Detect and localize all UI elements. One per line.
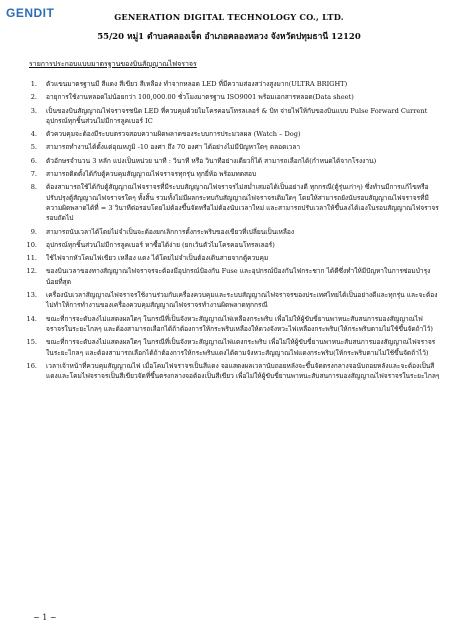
- list-item: [24, 142, 440, 152]
- list-item: [24, 129, 440, 139]
- company-name: GENERATION DIGITAL TECHNOLOGY CO., LTD.: [114, 12, 344, 22]
- item-number: 3.: [30, 106, 37, 115]
- list-item: [24, 79, 440, 89]
- item-number: 8.: [30, 183, 37, 192]
- item-text: ขณะที่การจะดับลงไม่แสดงผลใดๆ ในกรณีที่เป็นจังหวะสัญญาณไฟเหลืองกระพริบ เพื่อไม่ให้ผู้ขับขี่ยานพาหนะสับสนการมองสัญญาณไฟจราจรในระยะไกลๆ และต้องสามารถเลือกได้ถ้าต้องการให้กระพริบเหลืองให้ดวงจังหวะไฟเหลืองกระพริบ(ให้กระพริบตามไม่ใช้ขึ้นจัดถ้าไว้): [46, 314, 433, 333]
- page-number: ~ 1 ~: [33, 613, 57, 622]
- company-address: 55/20 หมู่1 ตำบลคลองเจ็ด อำเภอคลองหลวง จังหวัดปทุมธานี 12120: [97, 32, 361, 42]
- item-number: 2.: [30, 93, 37, 102]
- item-text: ใช้ไฟจากหัวโคมไฟเขียว เหลือง แดง ได้โดยไม่จำเป็นต้องเดินสายจากตู้ควบคุม: [46, 254, 269, 263]
- item-text: อุปกรณ์ทุกชิ้นส่วนไม่มีการลูคเบอร์ หาซื้อได้ง่าย (ยกเว้นตัวไมโครคอนโทรลเลอร์): [46, 240, 275, 249]
- list-item: [24, 169, 440, 179]
- list-item: [24, 290, 440, 311]
- item-text: เป็นของบินสัญญาณไฟจราจรชนิด LED ที่ควบคุมด้วยไมโครคอนโทรลเลอร์ & บิท จ่ายไฟให้กับของบินแบบ Pulse Forward Current อุปกรณ์ทุกชิ้นส่วนไม่มีการลูคเบอร์ IC: [46, 106, 428, 125]
- list-item: [24, 106, 440, 127]
- list-item: [24, 156, 440, 166]
- item-number: 15.: [26, 338, 37, 347]
- item-number: 16.: [26, 361, 37, 370]
- list-item: [24, 314, 440, 335]
- item-number: 7.: [30, 170, 37, 179]
- list-item: [24, 182, 440, 223]
- item-number: 14.: [26, 314, 37, 323]
- item-text: เครื่องนับเวลาสัญญาณไฟจราจรใช้งานร่วมกับเครื่องควบคุมและระบบสัญญาณไฟจราจรของประเทศไทยได้เป็นอย่างดีและทุกรุ่น และจะต้องไม่ทำให้การทำงานของเครื่องควบคุมสัญญาณไฟจราจรทำงานผิดพลาดทุกกรณี: [46, 291, 438, 310]
- section-title: รายการประกอบแบบมาตรฐานของบินสัญญาณไฟจราจร: [29, 60, 197, 68]
- item-text: ตัวแขนมาตรฐานมี สีแดง สีเขียว สีเหลือง ทำจากหลอด LED ที่มีความส่องสว่างสูงมาก(ULTRA BRIGHT): [46, 80, 348, 88]
- item-number: 12.: [26, 267, 37, 276]
- item-text: ตัวควบคุมจะต้องมีระบบตรวจสอบความผิดพลาดของระบบการประมวลผล (Watch – Dog): [46, 130, 301, 139]
- item-text: เวลาเจ้าหน้าที่ควบคุมสัญญาณไฟ เมื่อโคมไฟจราจรเป็นสีแดง จอแสดงผลเวลานับถอยหลังจะขึ้นจัดตรงกลางจอนับถอยหลังและจะต้องเป็นสีแดงและโคมไฟจราจรเป็นสีเขียวจัดที่ขึ้นตรงกลางจอต้องเป็นสีเขียว เพื่อไม่ให้ผู้ขับขี่ยานพาหนะสับสนการมองสัญญาณไฟจราจรในระยะไกลๆ: [46, 361, 440, 381]
- item-number: 13.: [26, 291, 37, 300]
- item-text: ต้องสามารถใช้ได้กับตู้สัญญาณไฟจราจรที่มีระบบสัญญาณไฟจราจรไม่สม่ำเสมอได้เป็นอย่างดี ทุกกรณี(ตู้รุ่นเก่าๆ) ซึ่งทำนมีการแก้ไขหรือปรับปรุงตู้สัญญาณไฟจราจรใดๆ ทั้งสิ้น รวมทั้งไม่มีผลกระทบกับสัญญาณไฟจราจรเดิมใดๆ โดยให้สามารถยังนับรอบสัญญาณไฟจราจรที่มีความผิดพลาดได้ที่ = 3 วินาทีต่อรอบโดยไม่ต้องขึ้นจัดหรือไม่ต้องนับเวลาใหม่ และสามารถปรับเวลาให้ขึ้นลงได้เองในรอบสัญญาณไฟจราจรรอบถัดไป: [46, 183, 439, 223]
- item-text: อายุการใช้งานหลอดไม่น้อยกว่า 100,000.00 ชั่วโมงมาตรฐาน ISO9001 พร้อมเอกสารหลอด(Data sheet): [46, 93, 354, 102]
- spec-list: [24, 79, 440, 384]
- item-text: สามารถทำงานได้ตั้งแต่อุณหภูมิ -10 องศา ถึง 70 องศา ได้อย่างไม่มีปัญหาใดๆ ตลอดเวลา: [46, 143, 301, 152]
- item-number: 10.: [26, 240, 37, 249]
- list-item: [24, 361, 440, 382]
- item-text: สามารถติดตั้งได้กับตู้ควบคุมสัญญาณไฟจราจรทุกรุ่น ทุกยี่ห้อ พร้อมทดสอบ: [46, 170, 257, 179]
- item-number: 5.: [30, 143, 37, 152]
- item-text: ตัวอักษรจำนวน 3 หลัก แบ่งเป็นหน่วย นาที : วินาที หรือ วินาทีอย่างเดียวก็ได้ สามารถเลือกได้(กำหนดได้จากโรงงาน): [46, 156, 377, 165]
- item-number: 9.: [30, 227, 37, 236]
- list-item: [24, 92, 440, 102]
- item-text: สามารถนับเวลาได้โดยไม่จำเป็นจะต้องยกเลิกการตั้งกระพริบของเขียวที่เปลี่ยนเป็นเหลือง: [46, 227, 295, 236]
- item-number: 11.: [26, 254, 37, 263]
- item-number: 6.: [30, 156, 37, 165]
- item-number: 1.: [30, 80, 37, 88]
- item-text: ขณะที่การจะดับลงไม่แสดงผลใดๆ ในกรณีที่เป็นจังหวะสัญญาณไฟแดงกระพริบ เพื่อไม่ให้ผู้ขับขี่ยานพาหนะสับสนการมองสัญญาณไฟจราจรในระยะไกลๆ และต้องสามารถเลือกได้ถ้าต้องการให้กระพริบแดงได้ตามจังหวะสัญญาณไฟแดงกระพริบ(ให้กระพริบตามไม่ใช้ขึ้นจัดถ้าไว้): [46, 338, 436, 357]
- list-item: [24, 337, 440, 358]
- company-logo: GENDIT: [6, 6, 55, 20]
- item-number: 4.: [30, 130, 37, 139]
- list-item: [24, 253, 440, 263]
- list-item: [24, 227, 440, 237]
- list-item: [24, 240, 440, 250]
- list-item: [24, 266, 440, 287]
- item-text: ของบินเวลาของทางสัญญาณไฟจราจรจะต้องมีอุปกรณ์ป้องกัน Fuse และอุปกรณ์ป้องกันไฟกระชาก ได้ดีซึ่งทำให้มีปัญหาในการซ่อมบำรุงน้อยที่สุด: [46, 267, 431, 286]
